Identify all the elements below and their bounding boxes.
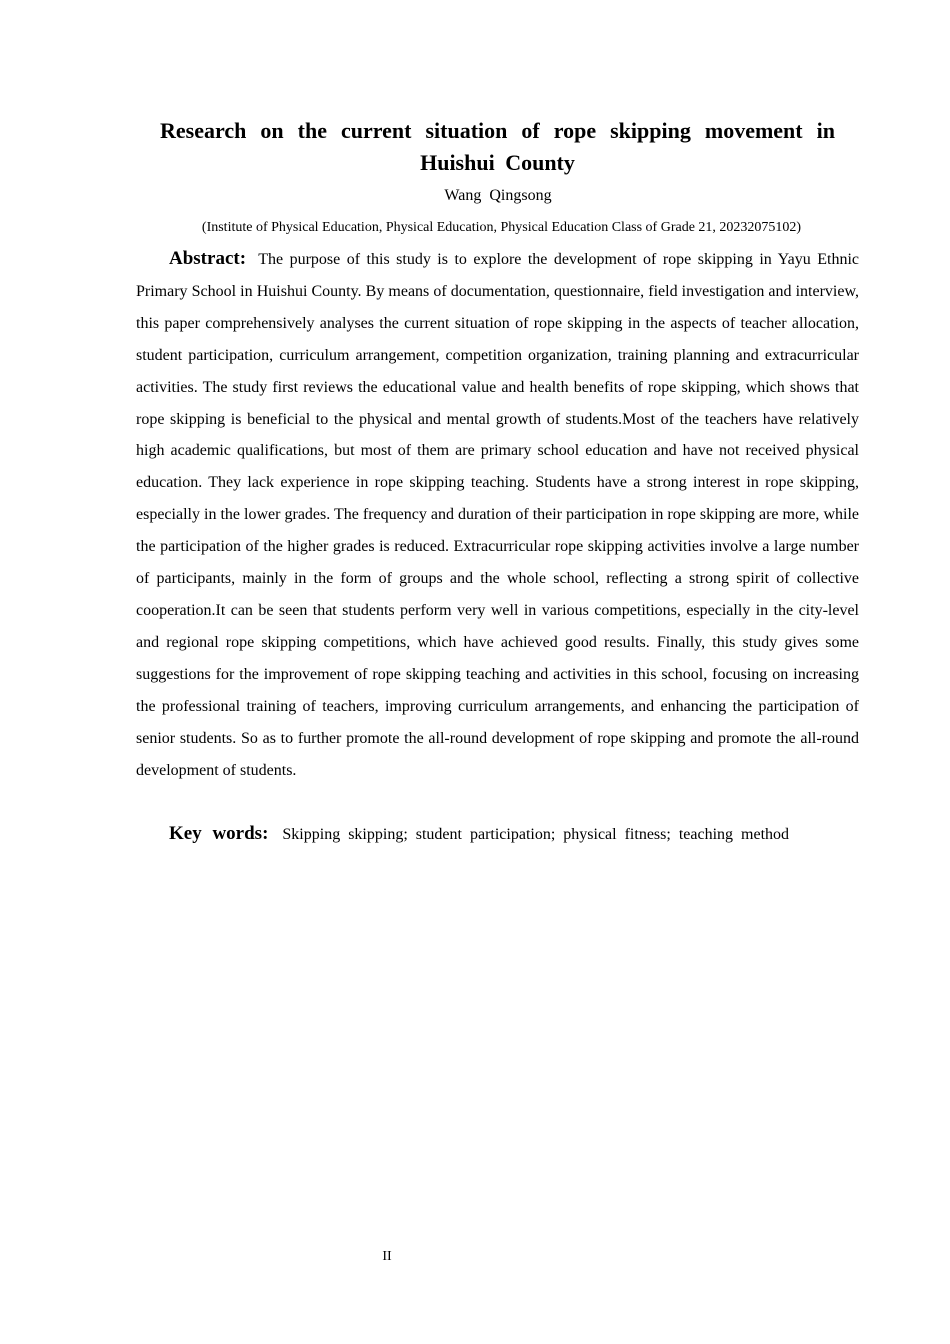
keywords-paragraph <box>136 818 859 851</box>
abstract-text: The purpose of this study is to explore the development of rope skipping in Yayu Ethnic Primary School in Huishui County. By means of documentation, questionnaire, field investigation and interview, this paper comprehensively analyses the current situation of rope skipping in the aspects of teacher allocation, student participation, curriculum arrangement, competition organization, training planning and extracurricular activities. The study first reviews the educational value and health benefits of rope skipping, which shows that rope skipping is beneficial to the physical and mental growth of students.Most of the teachers have relatively high academic qualifications, but most of them are primary school education and have not received physical education. They lack experience in rope skipping teaching. Students have a strong interest in rope skipping, especially in the lower grades. The frequency and duration of their participation in rope skipping are more, while the participation of the higher grades is reduced. Extracurricular rope skipping activities involve a large number of participants, mainly in the form of groups and the whole school, reflecting a strong spirit of collective cooperation.It can be seen that students perform very well in various competitions, especially in the city-level and regional rope skipping competitions, which have achieved good results. Finally, this study gives some suggestions for the improvement of rope skipping teaching and activities in this school, focusing on increasing the professional training of teachers, improving curriculum arrangements, and enhancing the participation of senior students. So as to further promote the all-round development of rope skipping and promote the all-round development of students. <box>136 251 859 779</box>
keywords-label: Key words: <box>169 823 269 844</box>
abstract-paragraph <box>136 243 859 786</box>
paper-title: Research on the current situation of rope skipping movement in Huishui County <box>160 118 835 175</box>
abstract-label: Abstract: <box>169 248 247 269</box>
page-number: II <box>382 1249 392 1264</box>
keywords-text: Skipping skipping; student participation; physical fitness; teaching method <box>282 826 790 843</box>
author-name: Wang Qingsong <box>444 187 552 204</box>
author-affiliation: (Institute of Physical Education, Physical Education, Physical Education Class of Grade 21, 20232075102) <box>201 220 802 235</box>
